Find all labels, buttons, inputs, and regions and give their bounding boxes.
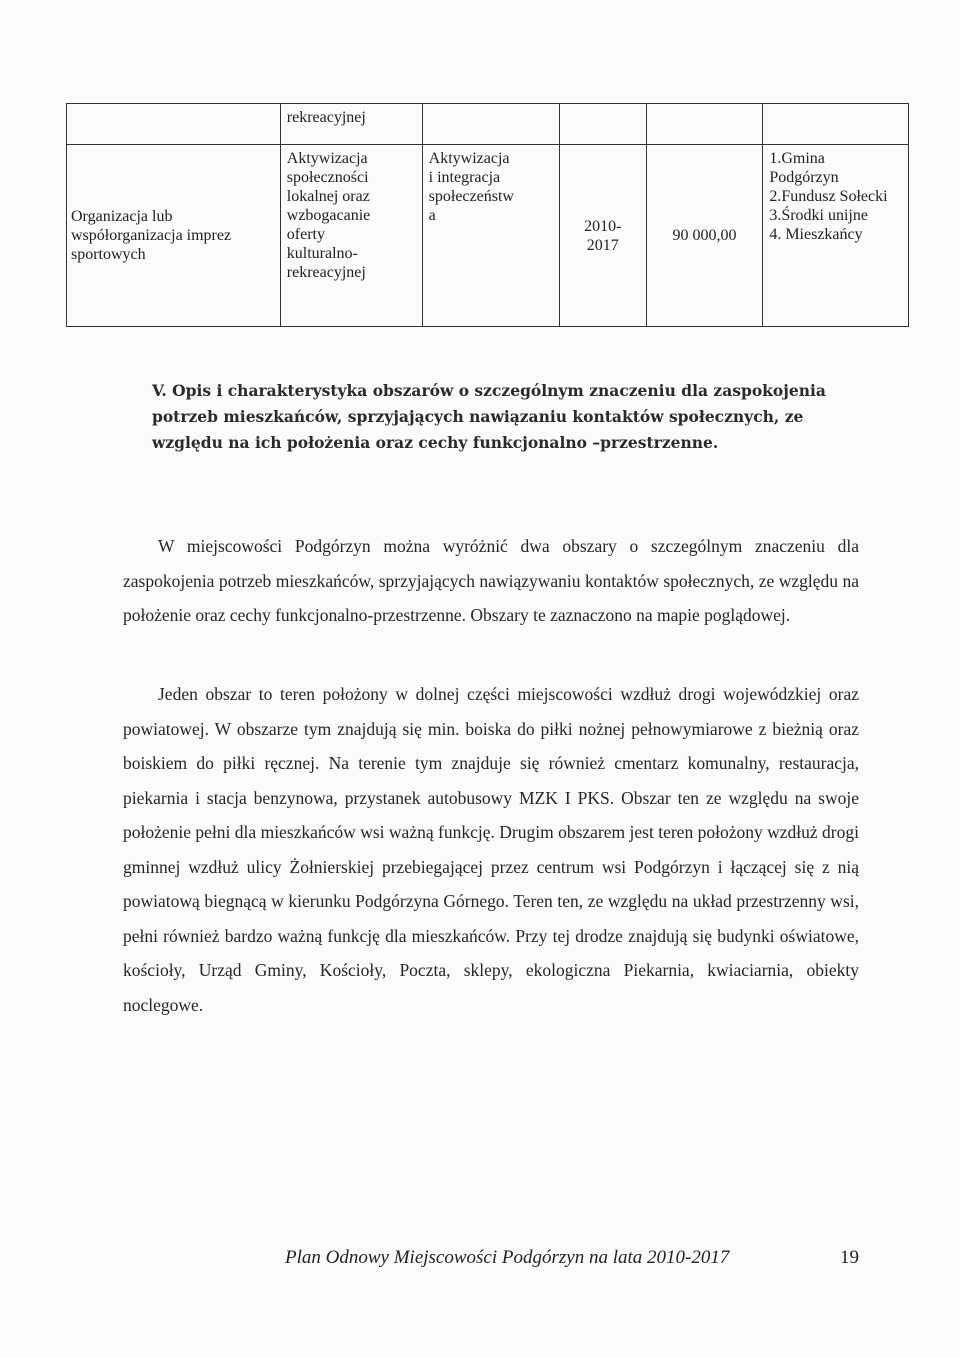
cell-line: 2.Fundusz Sołecki: [769, 188, 888, 205]
cell-line: 1.Gmina: [769, 150, 825, 167]
effect-cell: [422, 145, 559, 327]
table-cell: [422, 104, 559, 145]
cell-text: rekreacyjnej: [286, 109, 366, 126]
cell-line: Organizacja lub: [71, 208, 173, 225]
cell-line: współorganizacja imprez: [71, 227, 232, 244]
funding-cell: [763, 145, 909, 327]
footer-title: Plan Odnowy Miejscowości Podgórzyn na lata 2010-2017: [285, 1247, 730, 1268]
cost-value: 90 000,00: [672, 227, 737, 244]
cell-line: lokalnej oraz: [286, 188, 370, 205]
paragraph-text: Jeden obszar to teren położony w dolnej części miejscowości wzdłuż drogi wojewódzkiej oraz powiatowej. W obszarze tym znajdują się min. boiska do piłki nożnej pełnowymiarowe z bieżnią oraz boiskiem do piłki ręcznej. Na terenie tym znajduje się również cmentarz komunalny, restauracja, piekarnia i stacja benzynowa, przystanek autobusowy MZK I PKS. Obszar ten ze względu na swoje położenie pełni dla mieszkańców wsi ważną funkcję. Drugim obszarem jest teren położony wzdłuż drogi gminnej wzdłuż ulicy Żołnierskiej przebiegającej przez centrum wsi Podgórzyn i łączącej się z nią powiatową biegnącą w kierunku Podgórzyna Górnego. Teren ten, ze względu na układ przestrzenny wsi, pełni również bardzo ważną funkcję dla mieszkańców. Przy tej drodze znajdują się budynki oświatowe, kościoły, Urząd Gminy, Kościoły, Poczta, sklepy, ekologiczna Piekarnia, kwiaciarnia, obiekty noclegowe.: [123, 684, 859, 1015]
cell-line: kulturalno-: [286, 245, 358, 262]
cell-line: rekreacyjnej: [286, 264, 366, 281]
cell-line: 2017: [586, 236, 619, 254]
period-cell: [559, 145, 646, 327]
cell-line: i integracja: [428, 169, 501, 186]
activities-table: [66, 103, 909, 327]
cell-line: oferty: [286, 226, 325, 243]
table-cell: [280, 104, 422, 145]
table-cell: [67, 104, 281, 145]
cell-line: 3.Środki unijne: [769, 207, 868, 224]
cost-cell: [646, 145, 763, 327]
page-number: 19: [840, 1247, 859, 1268]
table-cell: [763, 104, 909, 145]
paragraph-text: W miejscowości Podgórzyn można wyróżnić dwa obszary o szczególnym znaczeniu dla zaspokojenia potrzeb mieszkańców, sprzyjających nawiązywaniu kontaktów społecznych, ze względu na położenie oraz cechy funkcjonalno-przestrzenne. Obszary te zaznaczono na mapie poglądowej.: [123, 536, 859, 625]
section-heading: V. Opis i charakterystyka obszarów o szczególnym znaczeniu dla zaspokojenia potrzeb mieszkańców, sprzyjających nawiązaniu kontaktów społecznych, ze względu na ich położenia oraz cechy funkcjonalno –przestrzenne.: [152, 381, 826, 452]
goal-cell: [280, 145, 422, 327]
table-row: [67, 145, 909, 327]
cell-line: 2010-: [584, 217, 622, 235]
cell-line: a: [428, 207, 436, 224]
paragraph: [123, 677, 859, 1022]
table-cell: [559, 104, 646, 145]
task-name-cell: [67, 145, 281, 327]
table-cell: [646, 104, 763, 145]
cell-line: społeczeństw: [428, 188, 514, 205]
cell-line: 4. Mieszkańcy: [769, 226, 863, 243]
cell-line: Aktywizacja: [428, 150, 510, 167]
cell-line: wzbogacanie: [286, 207, 371, 224]
cell-line: społeczności: [286, 169, 369, 186]
cell-line: Aktywizacja: [286, 150, 368, 167]
paragraph: [123, 529, 859, 633]
cell-line: Podgórzyn: [769, 169, 839, 186]
cell-line: sportowych: [71, 246, 146, 263]
table-row: [67, 104, 909, 145]
